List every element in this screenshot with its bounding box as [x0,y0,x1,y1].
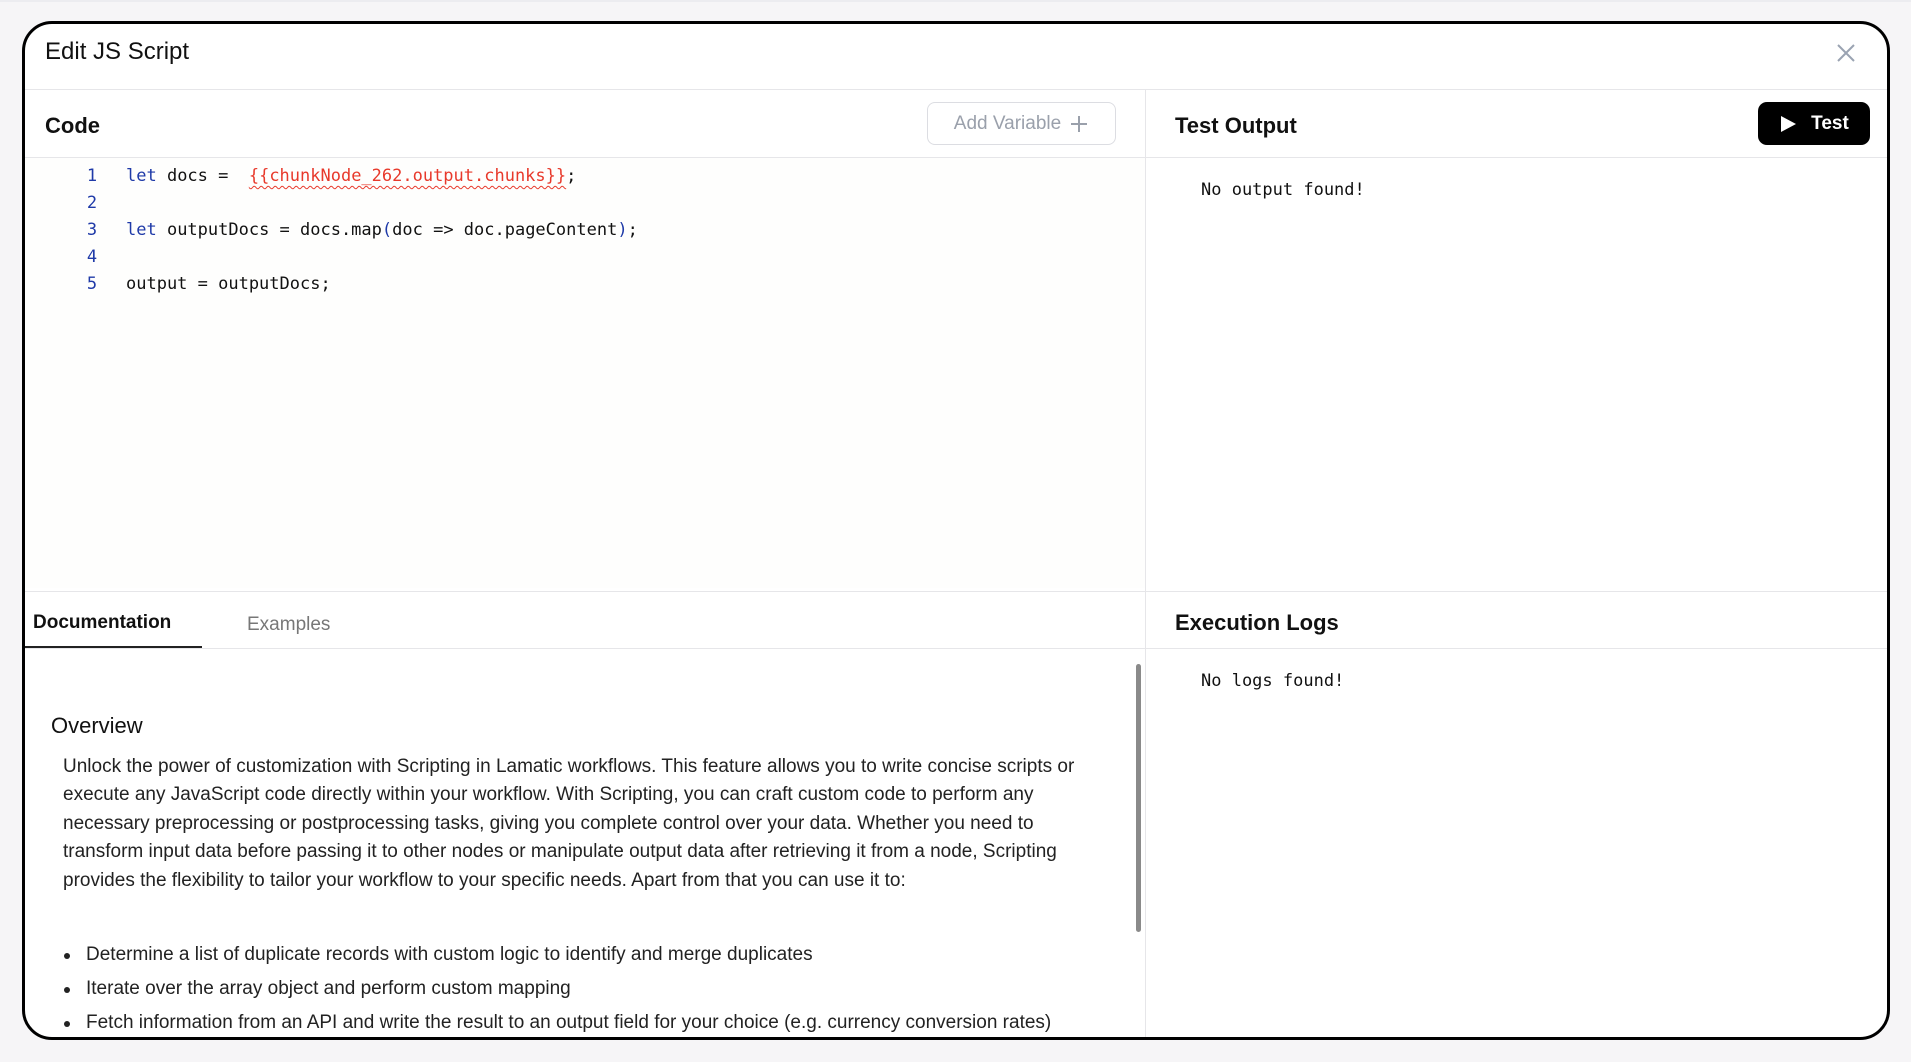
panel-vertical-divider [1145,89,1146,1040]
code-line[interactable] [126,220,638,240]
add-variable-label: Add Variable [953,112,1062,134]
code-editor[interactable] [25,158,1145,588]
code-token: outputDocs = docs.map [156,220,382,240]
add-variable-button[interactable] [927,102,1116,145]
code-token: ( [381,220,393,240]
code-line[interactable] [126,166,576,186]
code-token: doc => doc.pageContent [392,220,618,240]
list-item: Iterate over the array object and perform custom mapping [63,975,1133,1003]
edit-js-script-modal [22,21,1890,1040]
modal-title: Edit JS Script [45,38,190,65]
documentation-scrollbar[interactable] [1136,664,1141,932]
line-number: 5 [86,274,98,294]
code-line[interactable] [126,274,331,294]
test-button[interactable] [1758,102,1870,145]
code-panel-title: Code [45,113,100,138]
code-token: let [126,166,157,186]
play-icon [1779,115,1797,133]
tab-examples[interactable]: Examples [247,614,331,635]
header-divider [25,89,1887,90]
line-number: 3 [86,220,98,240]
line-number: 2 [86,193,98,213]
test-output-text: No output found! [1201,180,1365,200]
test-output-title: Test Output [1175,113,1297,138]
bottom-section-divider [25,591,1887,592]
list-item: Fetch information from an API and write the result to an output field for your choice (e.g. currency conversion rates) [63,1009,1133,1037]
line-number: 1 [86,166,98,186]
code-token: ; [627,220,638,240]
test-button-label: Test [1811,112,1849,134]
code-token: ; [566,166,577,186]
execution-logs-title: Execution Logs [1175,610,1339,635]
code-token: ) [617,220,628,240]
line-number: 4 [86,247,98,267]
overview-paragraph: Unlock the power of customization with Scripting in Lamatic workflows. This feature allows you to write concise scripts or execute any JavaScript code directly within your workflow. With Scripting, you can craft custom code to perform any necessary preprocessing or postprocessing tasks, giving you complete control over your data. Whether you need to transform input data before passing it to other nodes or manipulate output data after retrieving it from a node, Scripting provides the flexibility to tailor your workflow to your specific needs. Apart from that you can use it to: [63,756,1075,891]
documentation-content [25,649,1145,1040]
background-edge [0,0,1911,2]
close-icon[interactable] [1833,40,1859,66]
overview-heading: Overview [51,713,143,738]
tab-documentation[interactable]: Documentation [33,612,172,633]
list-item: Determine a list of duplicate records with custom logic to identify and merge duplicates [63,941,1133,969]
execution-logs-text: No logs found! [1201,671,1345,691]
use-case-list [63,941,1133,1040]
code-token: output = outputDocs; [126,274,331,294]
code-token: docs = [156,166,249,186]
plus-icon [1069,114,1089,134]
code-token: let [126,220,157,240]
template-variable: {{chunkNode_262.output.chunks}} [248,166,567,186]
